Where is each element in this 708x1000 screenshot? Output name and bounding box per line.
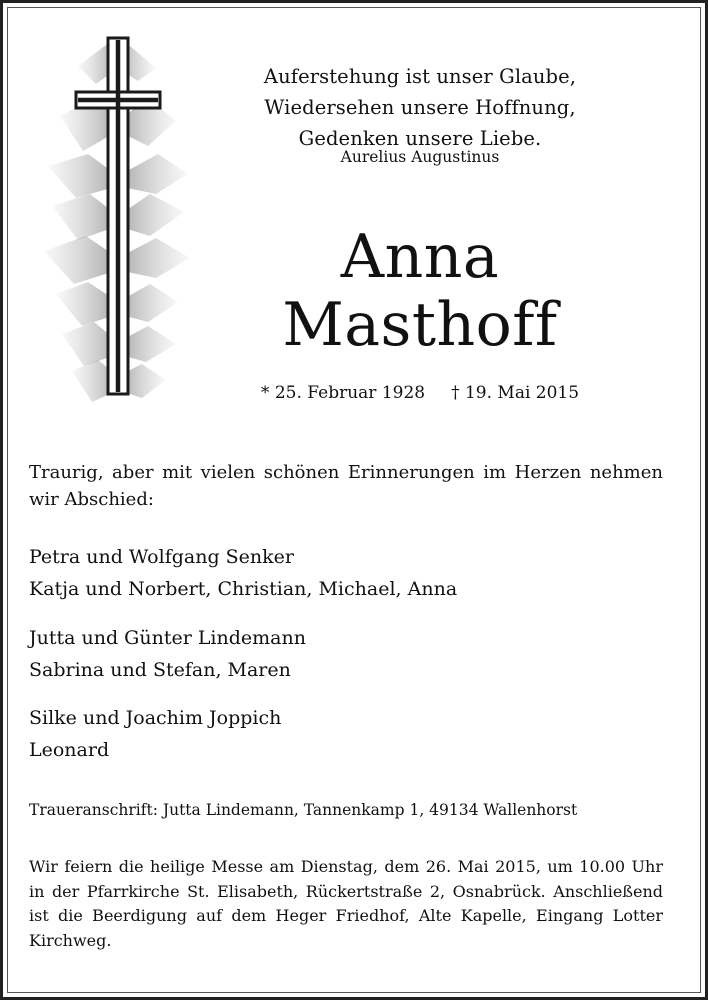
family-line: Katja und Norbert, Christian, Michael, Anna <box>29 578 458 600</box>
farewell-intro: Traurig, aber mit vielen schönen Erinnerungen im Herzen nehmen wir Abschied: <box>29 462 663 510</box>
quote-line: Auferstehung ist unser Glaube, <box>263 65 577 88</box>
life-dates <box>200 383 640 403</box>
family-group <box>29 702 669 766</box>
service-details: Wir feiern die heilige Messe am Dienstag, dem 26. Mai 2015, um 10.00 Uhr in der Pfarrkirche St. Elisabeth, Rückertstraße 2, Osnabrück. Anschließend ist die Beerdigung auf dem Heger Friedhof, Alte Kapelle, Eingang Lotter Kirchweg. <box>29 857 663 950</box>
birth-date: * 25. Februar 1928 <box>260 383 426 403</box>
quote-author: Aurelius Augustinus <box>340 148 500 166</box>
mourning-address: Traueranschrift: Jutta Lindemann, Tannenkamp 1, 49134 Wallenhorst <box>29 801 578 819</box>
cross-icon <box>38 26 196 416</box>
family-line: Jutta und Günter Lindemann <box>29 627 306 649</box>
family-group <box>29 541 669 605</box>
cross-illustration <box>38 26 196 416</box>
family-line: Silke und Joachim Joppich <box>29 707 282 729</box>
family-line: Sabrina und Stefan, Maren <box>29 659 291 681</box>
family-line: Petra und Wolfgang Senker <box>29 546 294 568</box>
family-line: Leonard <box>29 739 110 761</box>
quote-line: Wiedersehen unsere Hoffnung, <box>264 96 576 119</box>
deceased-last-name: Masthoff <box>282 290 558 360</box>
deceased-first-name: Anna <box>340 222 500 292</box>
quote-text <box>225 61 615 154</box>
quote-line: Gedenken unsere Liebe. <box>298 127 542 150</box>
family-group <box>29 622 669 686</box>
death-date: † 19. Mai 2015 <box>451 383 580 403</box>
